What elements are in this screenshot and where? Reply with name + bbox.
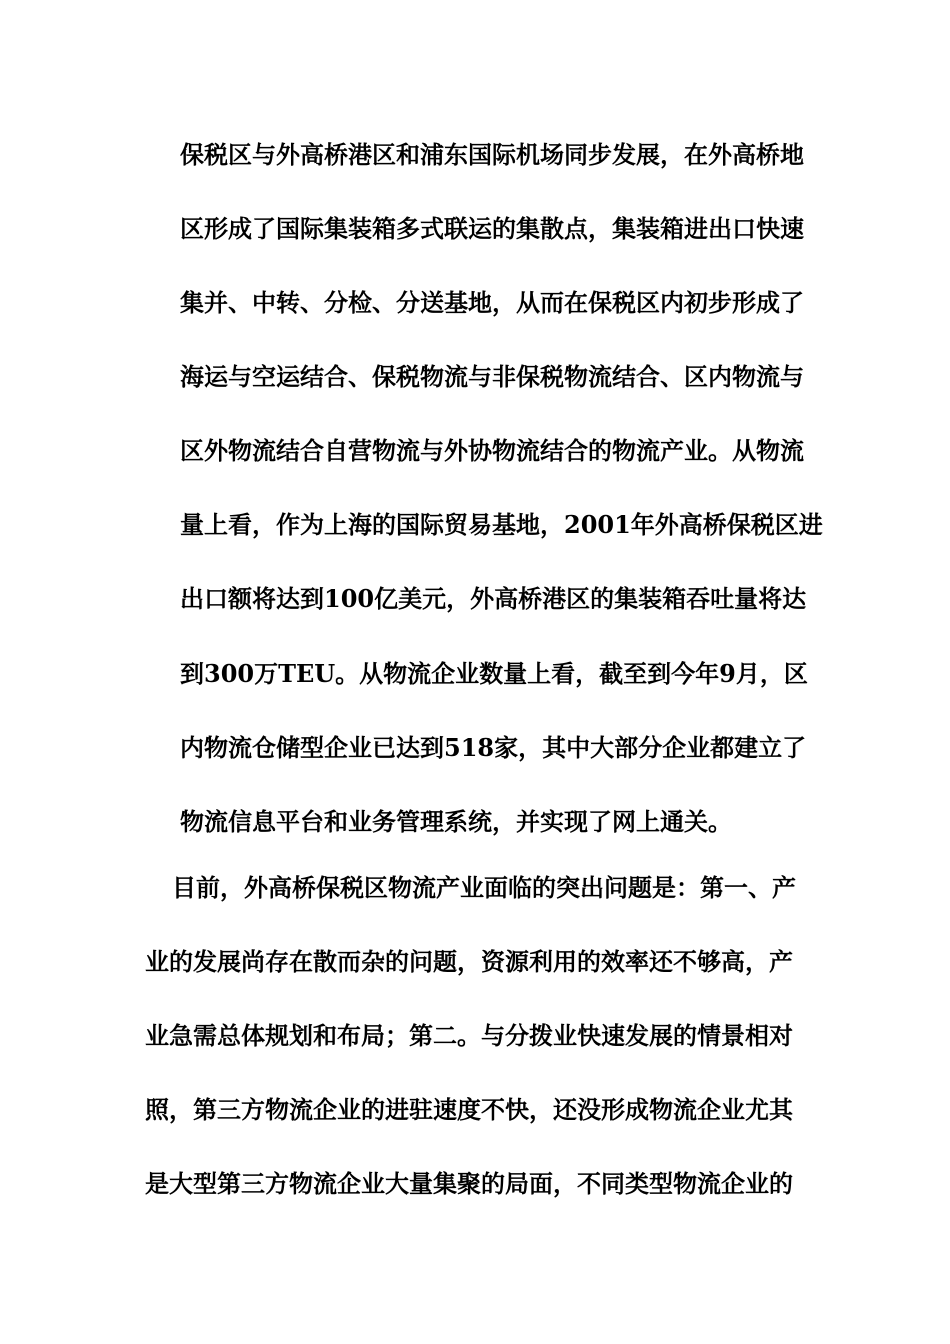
paragraph-2-line: 照，第三方物流企业的进驻速度不快，还没形成物流企业尤其: [145, 1095, 793, 1124]
paragraph-1-line: 量上看，作为上海的国际贸易基地，2001年外高桥保税区进: [180, 510, 823, 539]
paragraph-1-line: 保税区与外高桥港区和浦东国际机场同步发展，在外高桥地: [180, 140, 804, 169]
paragraph-1-line: 区外物流结合自营物流与外协物流结合的物流产业。从物流: [180, 436, 804, 465]
paragraph-2-line: 是大型第三方物流企业大量集聚的局面，不同类型物流企业的: [145, 1169, 793, 1198]
paragraph-1-line: 到300万TEU。从物流企业数量上看，截至到今年9月，区: [180, 659, 808, 688]
paragraph-2-line: 业的发展尚存在散而杂的问题，资源利用的效率还不够高，产: [145, 947, 793, 976]
paragraph-2-line: 目前，外高桥保税区物流产业面临的突出问题是：第一、产: [172, 873, 796, 902]
paragraph-1-line: 内物流仓储型企业已达到518家，其中大部分企业都建立了: [180, 733, 807, 762]
paragraph-1-line: 区形成了国际集装箱多式联运的集散点，集装箱进出口快速: [180, 214, 804, 243]
paragraph-2-line: 业急需总体规划和布局；第二。与分拨业快速发展的情景相对: [145, 1021, 793, 1050]
paragraph-1-line: 海运与空运结合、保税物流与非保税物流结合、区内物流与: [180, 362, 804, 391]
paragraph-1-line: 集并、中转、分检、分送基地，从而在保税区内初步形成了: [180, 288, 804, 317]
paragraph-1-line: 物流信息平台和业务管理系统，并实现了网上通关。: [180, 807, 732, 836]
paragraph-1-line: 出口额将达到100亿美元，外高桥港区的集装箱吞吐量将达: [180, 584, 807, 613]
